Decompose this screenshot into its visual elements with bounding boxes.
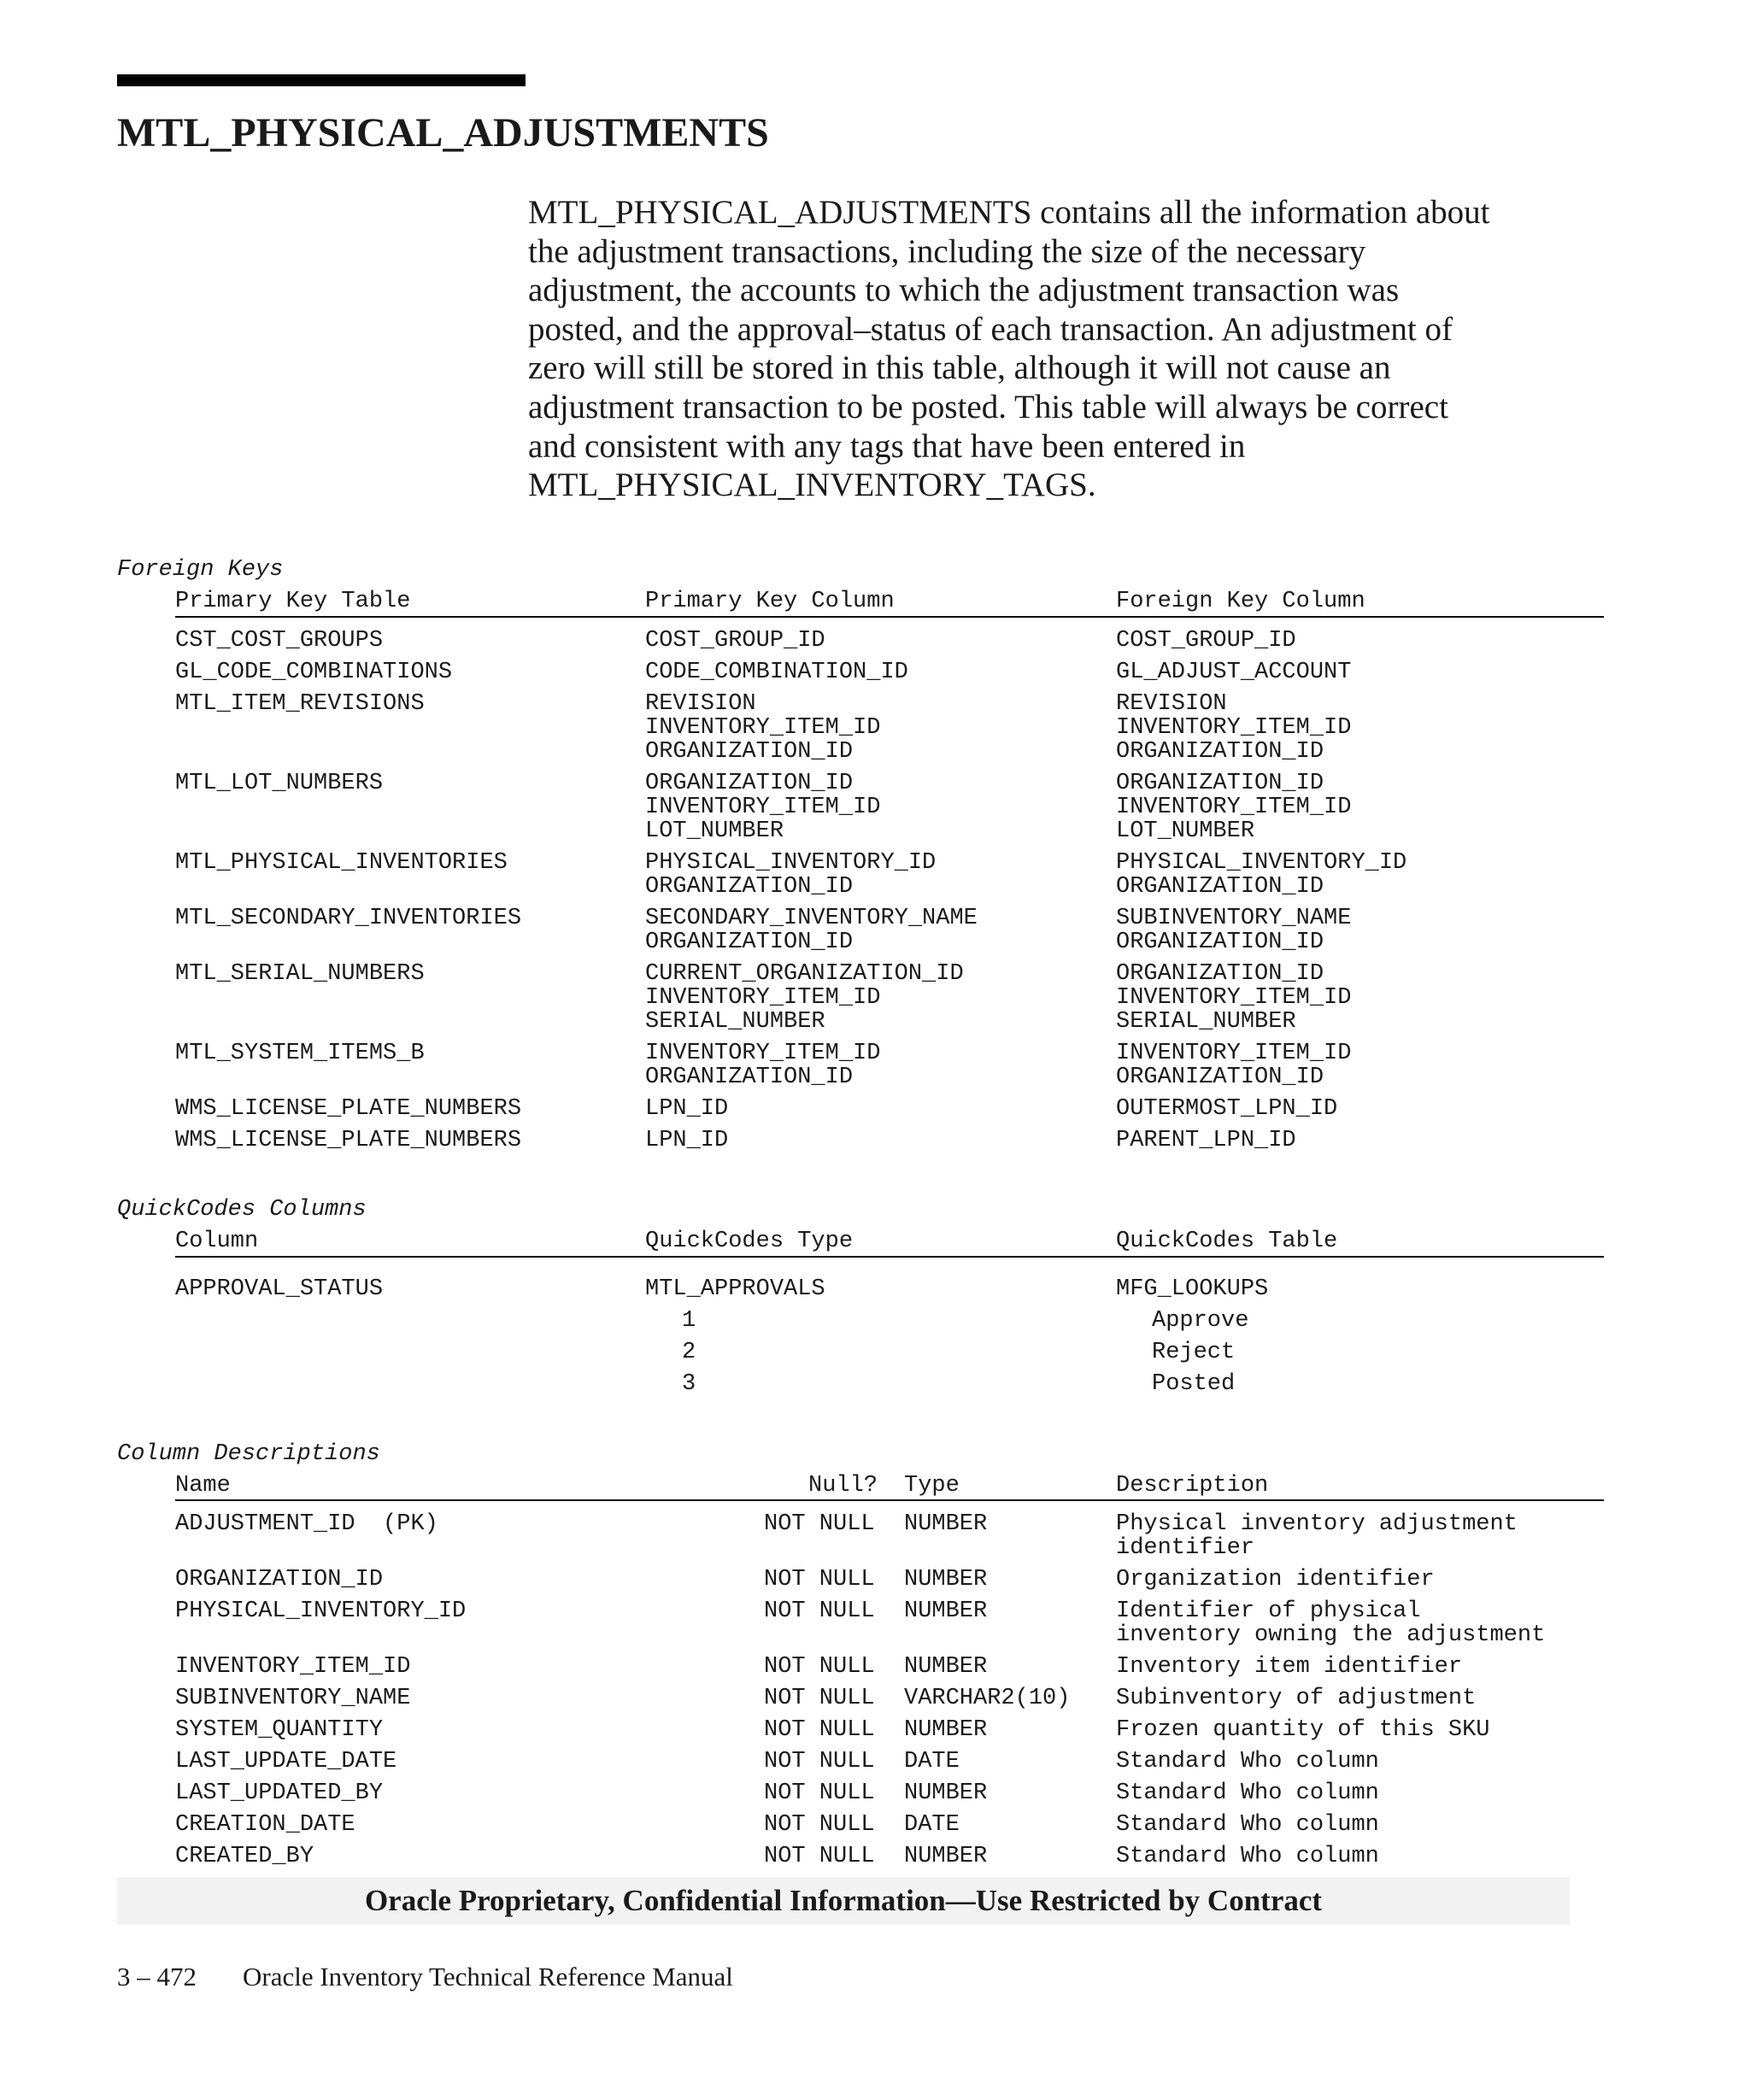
cd-type-cell: NUMBER [904, 1717, 988, 1743]
cd-type-cell: NUMBER [904, 1511, 988, 1537]
intro-line: and consistent with any tags that have been entered in [528, 427, 1246, 465]
page-number: 3 – 472 [117, 1962, 197, 1991]
fk-pk-cell: LPN_ID [645, 1096, 729, 1122]
fk-pk-cell: INVENTORY_ITEM_ID ORGANIZATION_ID [645, 1041, 881, 1090]
qc-meaning: Reject [1152, 1340, 1236, 1365]
fk-fk-cell: ORGANIZATION_ID INVENTORY_ITEM_ID SERIAL_NUMBER [1116, 961, 1352, 1035]
quickcodes-title: QuickCodes Columns [117, 1197, 367, 1223]
cd-name-cell: PHYSICAL_INVENTORY_ID [175, 1598, 467, 1624]
cd-type-cell: NUMBER [904, 1598, 988, 1624]
cd-description-cell: Frozen quantity of this SKU [1116, 1717, 1490, 1743]
fk-table-cell: MTL_LOT_NUMBERS [175, 771, 384, 796]
cd-description-cell: Standard Who column [1116, 1780, 1379, 1806]
fk-table-cell: MTL_PHYSICAL_INVENTORIES [175, 850, 508, 876]
cd-null-cell: NOT NULL [764, 1812, 875, 1838]
qc-code: 1 [682, 1308, 696, 1334]
cd-description-cell: Standard Who column [1116, 1844, 1379, 1869]
intro-line: posted, and the approval–status of each transaction. An adjustment of [528, 310, 1453, 348]
cd-null-cell: NOT NULL [764, 1717, 875, 1743]
fk-pk-cell: CODE_COMBINATION_ID [645, 660, 908, 685]
fk-header-fk: Foreign Key Column [1116, 589, 1365, 614]
cd-name-cell: LAST_UPDATE_DATE [175, 1749, 397, 1774]
fk-table-cell: GL_CODE_COMBINATIONS [175, 660, 453, 685]
qc-header-table: QuickCodes Table [1116, 1229, 1338, 1254]
cd-null-cell: NOT NULL [764, 1598, 875, 1624]
fk-table-cell: CST_COST_GROUPS [175, 628, 384, 654]
fk-fk-cell: SUBINVENTORY_NAME ORGANIZATION_ID [1116, 906, 1352, 955]
cd-name-cell: CREATED_BY [175, 1844, 314, 1869]
confidential-text: Oracle Proprietary, Confidential Information––Use Restricted by Contract [364, 1884, 1323, 1917]
cd-description-cell: Physical inventory adjustment identifier [1116, 1511, 1518, 1561]
fk-fk-cell: OUTERMOST_LPN_ID [1116, 1096, 1338, 1122]
fk-table-cell: MTL_SERIAL_NUMBERS [175, 961, 425, 987]
cd-null-cell: NOT NULL [764, 1780, 875, 1806]
qc-header-rule [175, 1256, 1604, 1258]
cd-null-cell: NOT NULL [764, 1749, 875, 1774]
column-descriptions-title: Column Descriptions [117, 1441, 380, 1467]
cd-type-cell: DATE [904, 1749, 960, 1774]
cd-header-name: Name [175, 1473, 231, 1499]
cd-name-cell: ORGANIZATION_ID [175, 1567, 384, 1593]
cd-null-cell: NOT NULL [764, 1844, 875, 1869]
fk-pk-cell: COST_GROUP_ID [645, 628, 825, 654]
fk-pk-cell: LPN_ID [645, 1128, 729, 1153]
cd-description-cell: Standard Who column [1116, 1749, 1379, 1774]
cd-type-cell: NUMBER [904, 1654, 988, 1680]
cd-name-cell: CREATION_DATE [175, 1812, 355, 1838]
cd-type-cell: DATE [904, 1812, 960, 1838]
cd-name-cell: INVENTORY_ITEM_ID [175, 1654, 411, 1680]
cd-null-cell: NOT NULL [764, 1686, 875, 1711]
cd-type-cell: VARCHAR2(10) [904, 1686, 1071, 1711]
fk-table-cell: MTL_SYSTEM_ITEMS_B [175, 1041, 425, 1066]
qc-meaning: Approve [1152, 1308, 1249, 1334]
intro-line: MTL_PHYSICAL_ADJUSTMENTS contains all the information about [528, 194, 1490, 231]
qc-header-column: Column [175, 1229, 259, 1254]
cd-header-description: Description [1116, 1473, 1269, 1499]
fk-fk-cell: ORGANIZATION_ID INVENTORY_ITEM_ID LOT_NUMBER [1116, 771, 1352, 844]
intro-line: the adjustment transactions, including the size of the necessary [528, 232, 1366, 270]
intro-line: adjustment, the accounts to which the adjustment transaction was [528, 272, 1400, 309]
fk-table-cell: MTL_SECONDARY_INVENTORIES [175, 906, 522, 931]
qc-column: APPROVAL_STATUS [175, 1276, 384, 1302]
qc-table: MFG_LOOKUPS [1116, 1276, 1269, 1302]
fk-pk-cell: ORGANIZATION_ID INVENTORY_ITEM_ID LOT_NUMBER [645, 771, 881, 844]
intro-paragraph [528, 193, 1571, 505]
qc-code: 2 [682, 1340, 696, 1365]
fk-header-pk: Primary Key Column [645, 589, 895, 614]
fk-fk-cell: GL_ADJUST_ACCOUNT [1116, 660, 1352, 685]
fk-table-cell: WMS_LICENSE_PLATE_NUMBERS [175, 1096, 522, 1122]
fk-table-cell: MTL_ITEM_REVISIONS [175, 691, 425, 717]
page-title: MTL_PHYSICAL_ADJUSTMENTS [117, 110, 769, 155]
cd-header-rule [175, 1499, 1604, 1501]
fk-pk-cell: REVISION INVENTORY_ITEM_ID ORGANIZATION_ID [645, 691, 881, 765]
fk-fk-cell: PHYSICAL_INVENTORY_ID ORGANIZATION_ID [1116, 850, 1407, 900]
cd-name-cell: SUBINVENTORY_NAME [175, 1686, 411, 1711]
cd-description-cell: Identifier of physical inventory owning the adjustment [1116, 1598, 1546, 1648]
cd-null-cell: NOT NULL [764, 1654, 875, 1680]
cd-null-cell: NOT NULL [764, 1567, 875, 1593]
qc-meaning: Posted [1152, 1371, 1236, 1397]
cd-description-cell: Standard Who column [1116, 1812, 1379, 1838]
fk-fk-cell: INVENTORY_ITEM_ID ORGANIZATION_ID [1116, 1041, 1352, 1090]
fk-header-table: Primary Key Table [175, 589, 411, 614]
fk-header-rule [175, 616, 1604, 618]
cd-type-cell: NUMBER [904, 1780, 988, 1806]
cd-type-cell: NUMBER [904, 1567, 988, 1593]
fk-pk-cell: SECONDARY_INVENTORY_NAME ORGANIZATION_ID [645, 906, 978, 955]
foreign-keys-title: Foreign Keys [117, 557, 284, 583]
intro-line: zero will still be stored in this table, although it will not cause an [528, 349, 1391, 387]
fk-fk-cell: PARENT_LPN_ID [1116, 1128, 1296, 1153]
cd-description-cell: Organization identifier [1116, 1567, 1435, 1593]
cd-header-null: Null? [808, 1473, 878, 1499]
qc-header-type: QuickCodes Type [645, 1229, 854, 1254]
cd-description-cell: Inventory item identifier [1116, 1654, 1463, 1680]
manual-title: Oracle Inventory Technical Reference Manual [243, 1962, 733, 1991]
qc-type: MTL_APPROVALS [645, 1276, 825, 1302]
fk-table-cell: WMS_LICENSE_PLATE_NUMBERS [175, 1128, 522, 1153]
cd-name-cell: ADJUSTMENT_ID (PK) [175, 1511, 438, 1537]
cd-name-cell: LAST_UPDATED_BY [175, 1780, 384, 1806]
cd-description-cell: Subinventory of adjustment [1116, 1686, 1477, 1711]
intro-line: adjustment transaction to be posted. This table will always be correct [528, 388, 1448, 425]
intro-line: MTL_PHYSICAL_INVENTORY_TAGS. [528, 466, 1096, 504]
cd-header-type: Type [904, 1473, 960, 1499]
cd-name-cell: SYSTEM_QUANTITY [175, 1717, 384, 1743]
fk-pk-cell: CURRENT_ORGANIZATION_ID INVENTORY_ITEM_ID SERIAL_NUMBER [645, 961, 964, 1035]
fk-fk-cell: REVISION INVENTORY_ITEM_ID ORGANIZATION_ID [1116, 691, 1352, 765]
fk-pk-cell: PHYSICAL_INVENTORY_ID ORGANIZATION_ID [645, 850, 937, 900]
title-rule [117, 74, 526, 86]
qc-code: 3 [682, 1371, 696, 1397]
fk-fk-cell: COST_GROUP_ID [1116, 628, 1296, 654]
cd-null-cell: NOT NULL [764, 1511, 875, 1537]
cd-type-cell: NUMBER [904, 1844, 988, 1869]
